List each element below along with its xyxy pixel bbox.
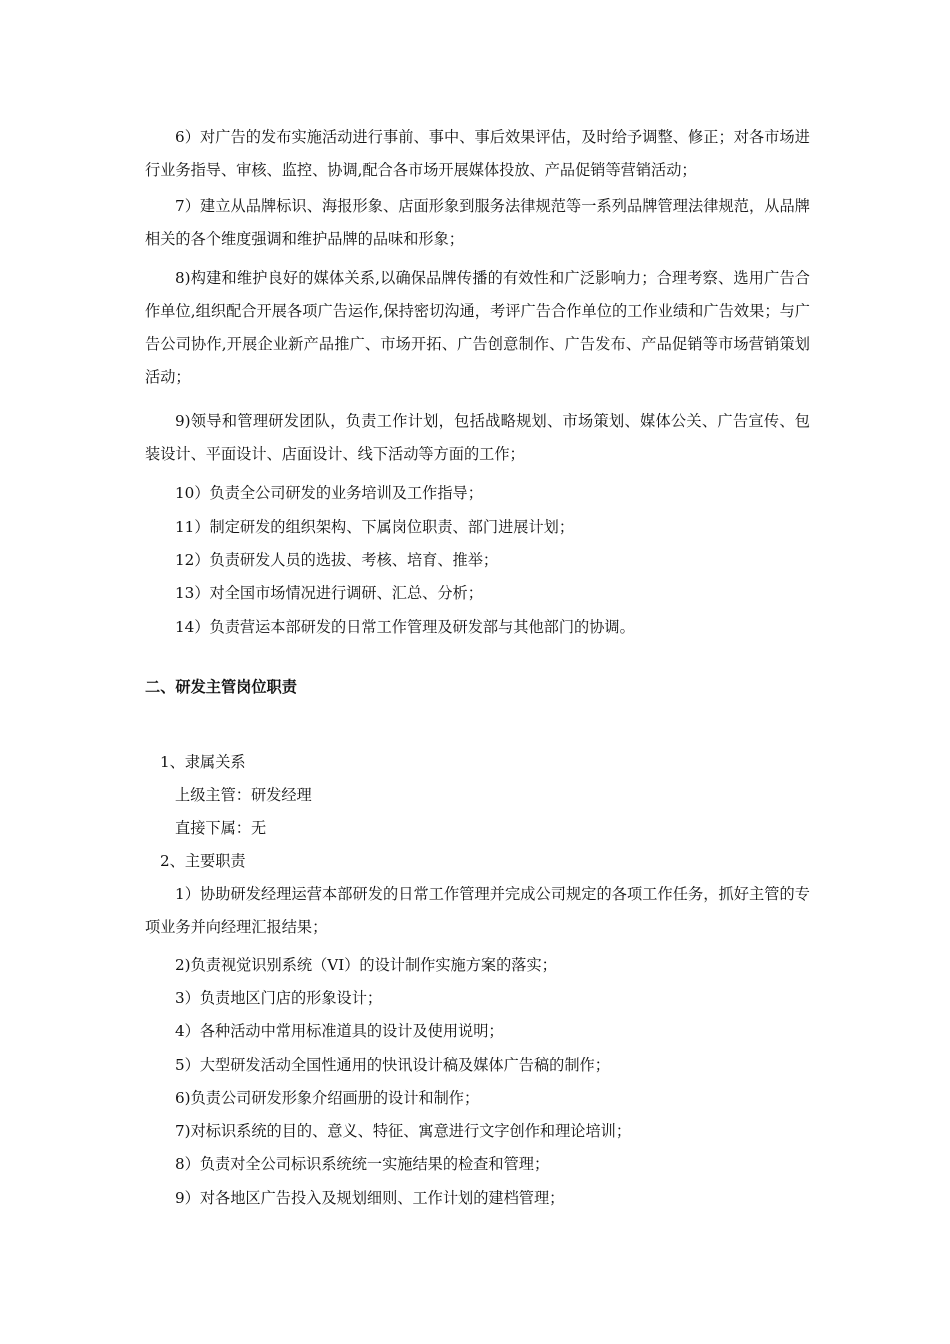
subordinate-line: 直接下属：无 (175, 819, 267, 837)
relation-title: 1、隶属关系 (160, 753, 246, 771)
section-heading: 二、研发主管岗位职责 (145, 678, 297, 696)
duty-item-7: 7）建立从品牌标识、海报形象、店面形象到服务法律规范等一系列品牌管理法律规范，从品牌相关的各个维度强调和维护品牌的品味和形象； (145, 197, 810, 248)
supervisor-duty-8: 8）负责对全公司标识系统统一实施结果的检查和管理； (175, 1155, 550, 1173)
duty-item-11: 11）制定研发的组织架构、下属岗位职责、部门进展计划； (175, 518, 575, 536)
supervisor-duty-7: 7)对标识系统的目的、意义、特征、寓意进行文字创作和理论培训； (175, 1122, 632, 1140)
supervisor-duty-6: 6)负责公司研发形象介绍画册的设计和制作； (175, 1089, 480, 1107)
duty-item-12: 12）负责研发人员的选拔、考核、培育、推举； (175, 551, 499, 569)
duty-item-8: 8)构建和维护良好的媒体关系,以确保品牌传播的有效性和广泛影响力；合理考察、选用广告合作单位,组织配合开展各项广告运作,保持密切沟通，考评广告合作单位的工作业绩和广告效果；与广告公司协作,开展企业新产品推广、市场开拓、广告创意制作、广告发布、产品促销等市场营销策划活动； (145, 269, 810, 386)
supervisor-duty-4: 4）各种活动中常用标准道具的设计及使用说明； (175, 1022, 504, 1040)
supervisor-duty-5: 5）大型研发活动全国性通用的快讯设计稿及媒体广告稿的制作； (175, 1056, 610, 1074)
duty-item-9: 9)领导和管理研发团队，负责工作计划，包括战略规划、市场策划、媒体公关、广告宣传、包装设计、平面设计、店面设计、线下活动等方面的工作； (145, 412, 810, 463)
supervisor-duty-2: 2)负责视觉识别系统（VI）的设计制作实施方案的落实； (175, 956, 557, 974)
duty-item-13: 13）对全国市场情况进行调研、汇总、分析； (175, 584, 483, 602)
supervisor-duty-1: 1）协助研发经理运营本部研发的日常工作管理并完成公司规定的各项工作任务，抓好主管的专项业务并向经理汇报结果； (145, 885, 810, 936)
supervisor-duty-9: 9）对各地区广告投入及规划细则、工作计划的建档管理； (175, 1189, 565, 1207)
duty-item-6: 6）对广告的发布实施活动进行事前、事中、事后效果评估，及时给予调整、修正；对各市场进行业务指导、审核、监控、协调,配合各市场开展媒体投放、产品促销等营销活动； (145, 128, 810, 179)
supervisor-duty-3: 3）负责地区门店的形象设计； (175, 989, 383, 1007)
duty-item-14: 14）负责营运本部研发的日常工作管理及研发部与其他部门的协调。 (175, 618, 635, 636)
duty-item-10: 10）负责全公司研发的业务培训及工作指导； (175, 484, 483, 502)
superior-line: 上级主管：研发经理 (175, 786, 312, 804)
duties-title: 2、主要职责 (160, 852, 246, 870)
